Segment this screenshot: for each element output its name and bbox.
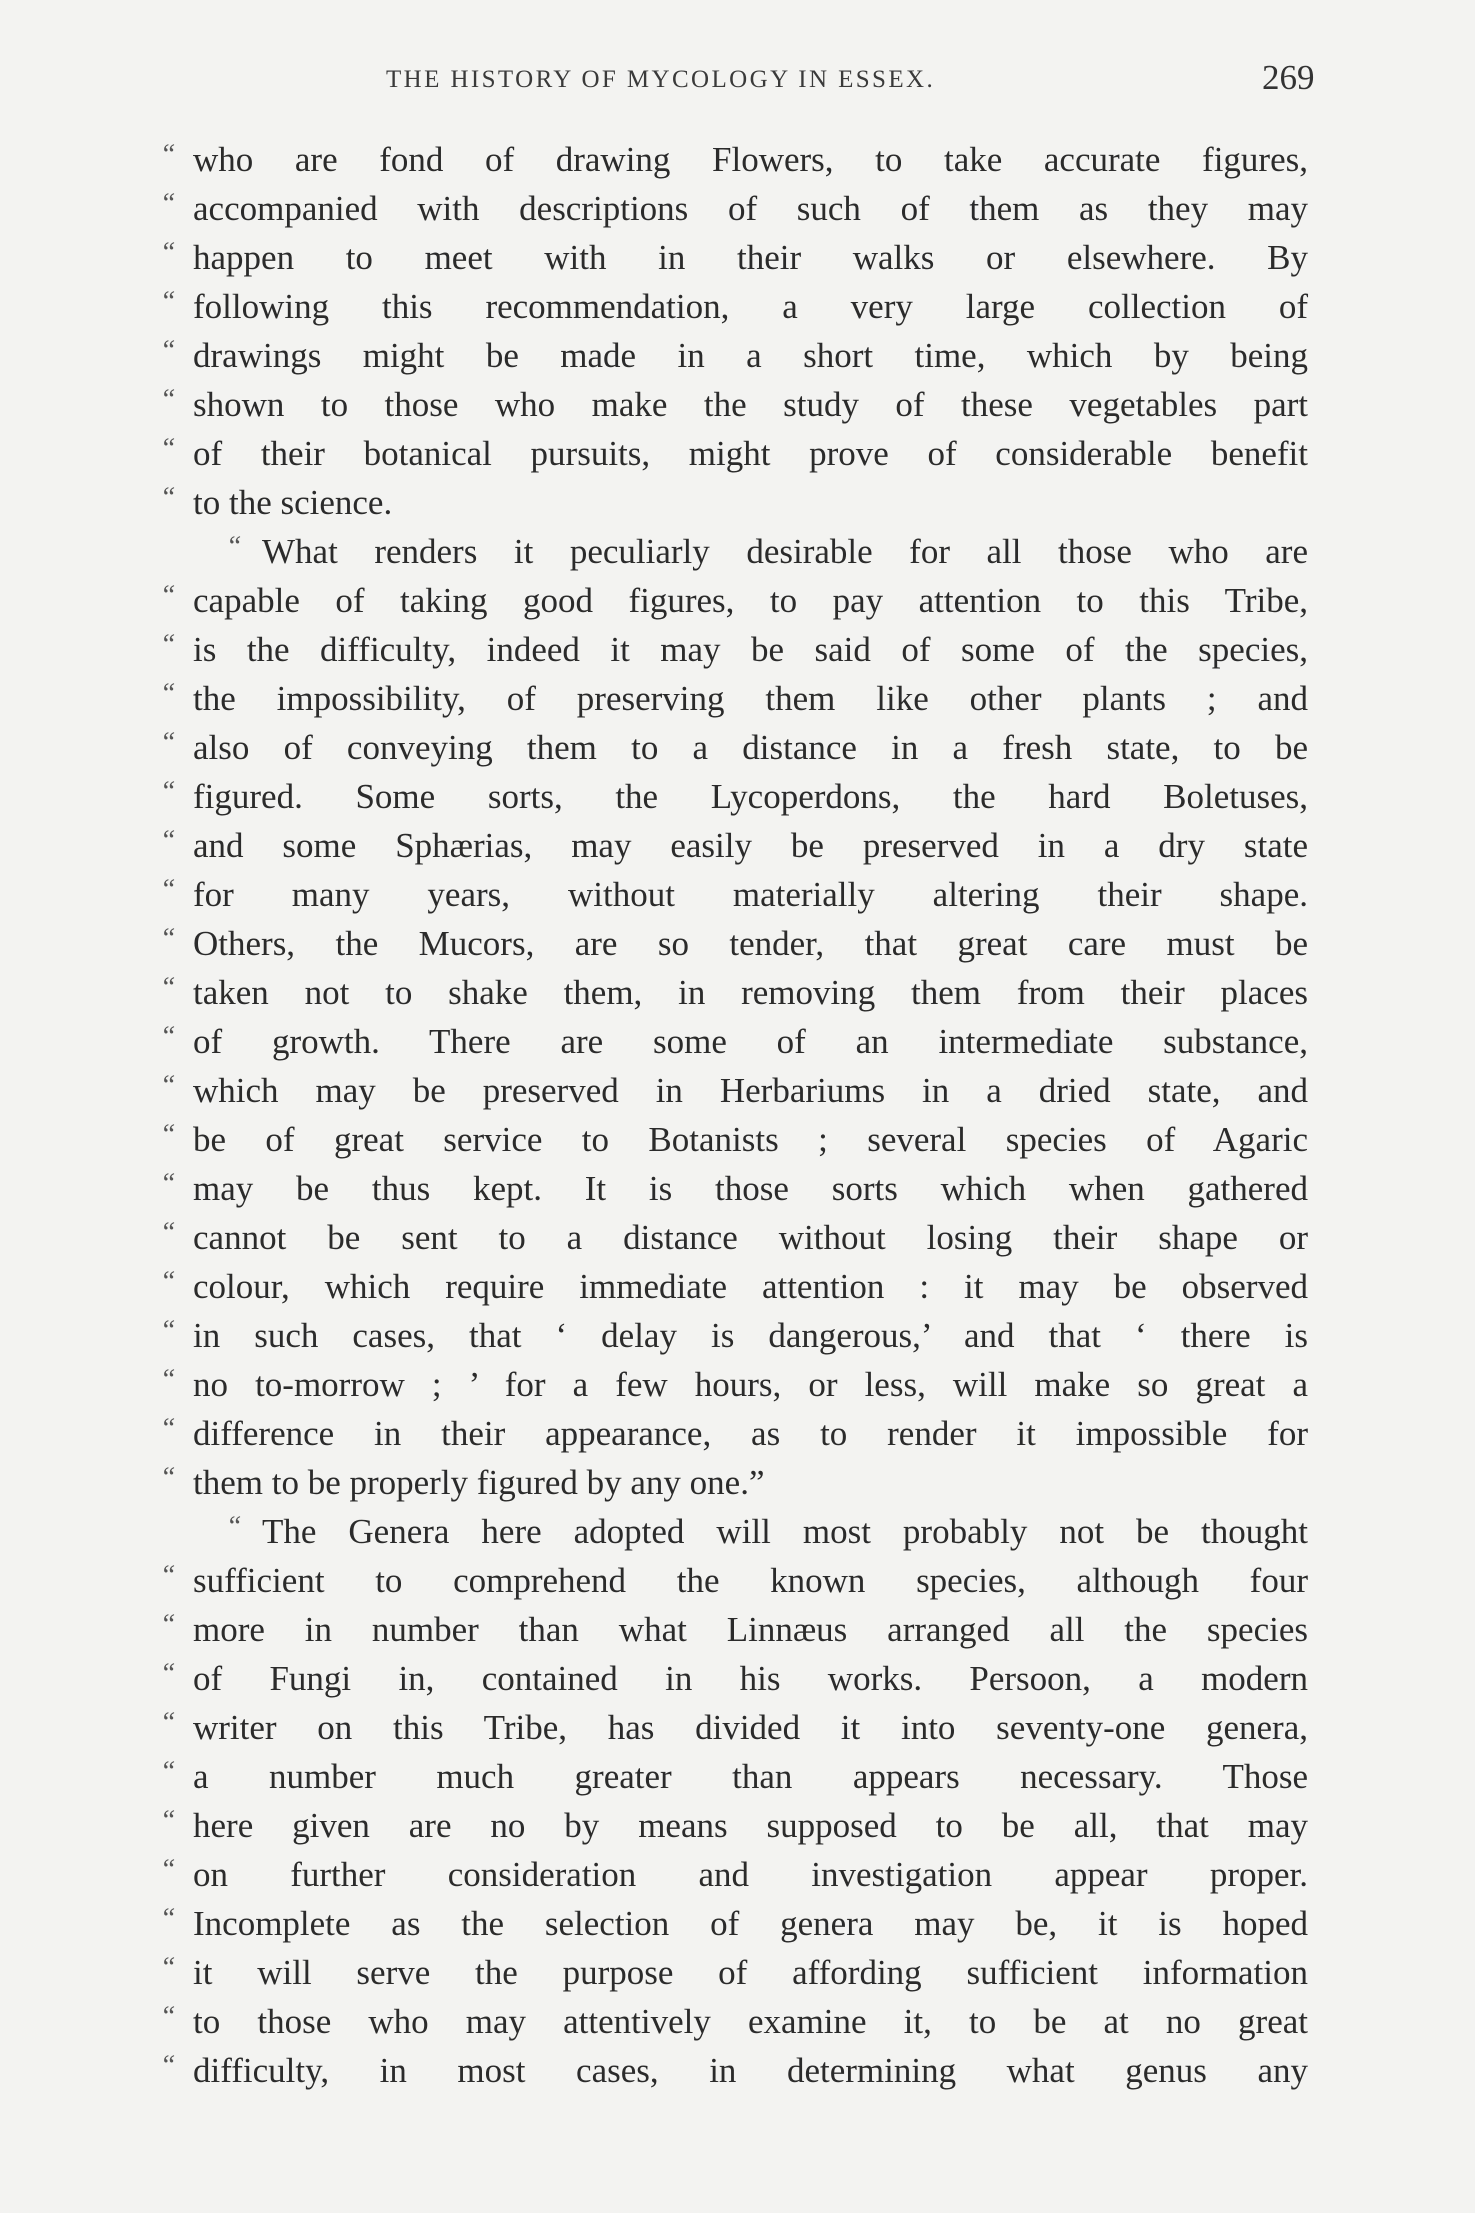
text-line: [0, 872, 1475, 921]
line-text: no to-morrow ; ’ for a few hours, or less, will make so great a: [193, 1365, 1308, 1404]
quote-mark: “: [160, 1119, 177, 1150]
quote-mark: “: [160, 727, 177, 758]
quote-mark: “: [160, 1070, 177, 1101]
quote-mark: “: [160, 1462, 177, 1493]
quote-mark: “: [160, 286, 177, 317]
line-text: The Genera here adopted will most probably not be thought: [262, 1512, 1308, 1551]
text-line: [0, 1215, 1475, 1264]
quote-mark: “: [160, 1413, 177, 1444]
line-text: them to be properly figured by any one.”: [193, 1463, 765, 1502]
text-line: [0, 480, 1475, 529]
text-line: [0, 1509, 1475, 1558]
line-text: following this recommendation, a very large collection of: [193, 287, 1308, 326]
quote-mark: “: [160, 482, 177, 513]
quote-mark: “: [160, 1560, 177, 1591]
quote-mark: “: [160, 1707, 177, 1738]
text-line: [0, 1558, 1475, 1607]
quote-mark: “: [160, 874, 177, 905]
text-line: [0, 1019, 1475, 1068]
line-text: shown to those who make the study of these vegetables part: [193, 385, 1308, 424]
line-text: colour, which require immediate attention : it may be observed: [193, 1267, 1308, 1306]
quote-mark: “: [160, 188, 177, 219]
line-text: Others, the Mucors, are so tender, that great care must be: [193, 924, 1308, 963]
quote-mark: “: [160, 1952, 177, 1983]
text-line: [0, 1901, 1475, 1950]
quote-mark: “: [226, 531, 243, 562]
quote-mark: “: [160, 1854, 177, 1885]
text-line: [0, 1362, 1475, 1411]
line-text: capable of taking good figures, to pay attention to this Tribe,: [193, 581, 1308, 620]
line-text: a number much greater than appears necessary. Those: [193, 1757, 1308, 1796]
line-text: also of conveying them to a distance in a fresh state, to be: [193, 728, 1308, 767]
text-line: [0, 921, 1475, 970]
line-text: on further consideration and investigation appear proper.: [193, 1855, 1308, 1894]
body-text: [0, 137, 1475, 2097]
text-line: [0, 137, 1475, 186]
text-line: [0, 1950, 1475, 1999]
quote-mark: “: [160, 384, 177, 415]
line-text: figured. Some sorts, the Lycoperdons, the hard Boletuses,: [193, 777, 1308, 816]
text-line: [0, 1166, 1475, 1215]
text-line: [0, 1656, 1475, 1705]
text-line: [0, 1117, 1475, 1166]
quote-mark: “: [160, 1756, 177, 1787]
line-text: to the science.: [193, 483, 393, 522]
line-text: happen to meet with in their walks or elsewhere. By: [193, 238, 1308, 277]
line-text: taken not to shake them, in removing them from their places: [193, 973, 1308, 1012]
text-line: [0, 676, 1475, 725]
line-text: to those who may attentively examine it, to be at no great: [193, 2002, 1308, 2041]
text-line: [0, 1754, 1475, 1803]
quote-mark: “: [160, 2050, 177, 2081]
line-text: drawings might be made in a short time, which by being: [193, 336, 1308, 375]
line-text: for many years, without materially altering their shape.: [193, 875, 1308, 914]
line-text: which may be preserved in Herbariums in a dried state, and: [193, 1071, 1308, 1110]
line-text: be of great service to Botanists ; several species of Agaric: [193, 1120, 1308, 1159]
line-text: it will serve the purpose of affording sufficient information: [193, 1953, 1308, 1992]
line-text: difficulty, in most cases, in determining what genus any: [193, 2051, 1308, 2090]
quote-mark: “: [160, 433, 177, 464]
quote-mark: “: [160, 825, 177, 856]
quote-mark: “: [160, 1805, 177, 1836]
text-line: [0, 823, 1475, 872]
quote-mark: “: [160, 1315, 177, 1346]
quote-mark: “: [160, 2001, 177, 2032]
quote-mark: “: [160, 1021, 177, 1052]
text-line: [0, 1999, 1475, 2048]
quote-mark: “: [160, 1903, 177, 1934]
text-line: [0, 1803, 1475, 1852]
text-line: [0, 970, 1475, 1019]
line-text: writer on this Tribe, has divided it into seventy-one genera,: [193, 1708, 1308, 1747]
line-text: difference in their appearance, as to render it impossible for: [193, 1414, 1308, 1453]
quote-mark: “: [160, 237, 177, 268]
quote-mark: “: [160, 139, 177, 170]
line-text: sufficient to comprehend the known species, although four: [193, 1561, 1308, 1600]
text-line: [0, 1264, 1475, 1313]
text-line: [0, 1411, 1475, 1460]
quote-mark: “: [160, 580, 177, 611]
text-line: [0, 284, 1475, 333]
quote-mark: “: [160, 1609, 177, 1640]
line-text: more in number than what Linnæus arranged all the species: [193, 1610, 1308, 1649]
quote-mark: “: [160, 776, 177, 807]
quote-mark: “: [160, 972, 177, 1003]
text-line: [0, 529, 1475, 578]
text-line: [0, 382, 1475, 431]
text-line: [0, 725, 1475, 774]
line-text: cannot be sent to a distance without losing their shape or: [193, 1218, 1308, 1257]
quote-mark: “: [160, 1658, 177, 1689]
line-text: in such cases, that ‘ delay is dangerous,’ and that ‘ there is: [193, 1316, 1308, 1355]
line-text: of their botanical pursuits, might prove of considerable benefit: [193, 434, 1308, 473]
text-line: [0, 1705, 1475, 1754]
quote-mark: “: [160, 1217, 177, 1248]
quote-mark: “: [160, 1168, 177, 1199]
line-text: of Fungi in, contained in his works. Persoon, a modern: [193, 1659, 1308, 1698]
text-line: [0, 333, 1475, 382]
line-text: accompanied with descriptions of such of them as they may: [193, 189, 1308, 228]
text-line: [0, 1607, 1475, 1656]
quote-mark: “: [160, 629, 177, 660]
text-line: [0, 1313, 1475, 1362]
line-text: What renders it peculiarly desirable for all those who are: [262, 532, 1308, 571]
text-line: [0, 1460, 1475, 1509]
quote-mark: “: [160, 678, 177, 709]
quote-mark: “: [160, 1364, 177, 1395]
quote-mark: “: [226, 1511, 243, 1542]
line-text: is the difficulty, indeed it may be said of some of the species,: [193, 630, 1308, 669]
text-line: [0, 1852, 1475, 1901]
running-head: THE HISTORY OF MYCOLOGY IN ESSEX.: [386, 66, 936, 93]
line-text: and some Sphærias, may easily be preserved in a dry state: [193, 826, 1308, 865]
page-number: 269: [1262, 58, 1315, 97]
text-line: [0, 578, 1475, 627]
line-text: here given are no by means supposed to be all, that may: [193, 1806, 1308, 1845]
text-line: [0, 2048, 1475, 2097]
line-text: Incomplete as the selection of genera may be, it is hoped: [193, 1904, 1308, 1943]
quote-mark: “: [160, 923, 177, 954]
text-line: [0, 1068, 1475, 1117]
text-line: [0, 235, 1475, 284]
text-line: [0, 431, 1475, 480]
line-text: who are fond of drawing Flowers, to take accurate figures,: [193, 140, 1308, 179]
quote-mark: “: [160, 1266, 177, 1297]
text-line: [0, 186, 1475, 235]
line-text: of growth. There are some of an intermediate substance,: [193, 1022, 1308, 1061]
quote-mark: “: [160, 335, 177, 366]
text-line: [0, 774, 1475, 823]
text-line: [0, 627, 1475, 676]
line-text: the impossibility, of preserving them like other plants ; and: [193, 679, 1308, 718]
line-text: may be thus kept. It is those sorts which when gathered: [193, 1169, 1308, 1208]
